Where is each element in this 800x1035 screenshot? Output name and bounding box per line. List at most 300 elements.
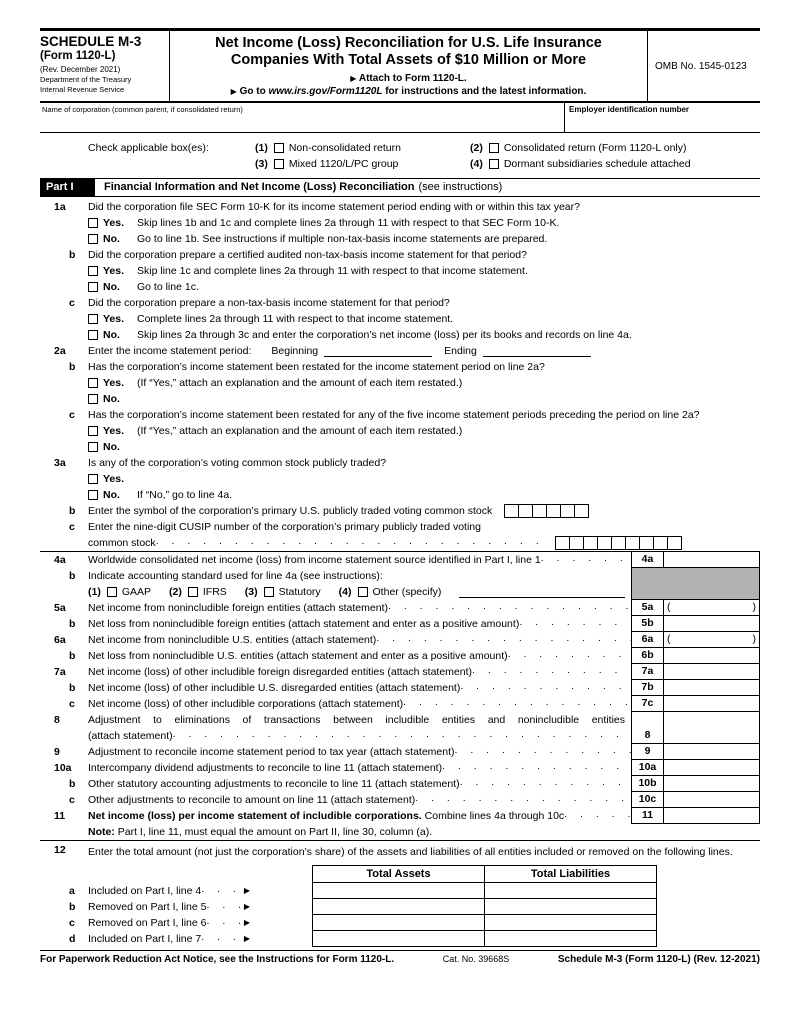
symbol-cell (532, 504, 547, 518)
amount-5b[interactable] (663, 616, 760, 632)
liabilities-12c-input[interactable] (484, 914, 657, 931)
line-number: b (69, 778, 76, 790)
option-text: Skip line 1c and complete lines 2a through 11 with respect to that income statement. (137, 265, 528, 277)
question-1a (40, 199, 760, 215)
row-label (40, 882, 312, 899)
checkbox-1a-no[interactable] (88, 234, 98, 244)
line-number: 9 (54, 746, 60, 758)
line-number: 10a (54, 762, 72, 774)
line-number: b (69, 249, 76, 261)
option-text: Skip lines 1b and 1c and complete lines 2a through 11 with respect to that SEC Form 10-K. (137, 217, 560, 229)
option-2-number: (2) (470, 142, 483, 154)
row-label (40, 930, 312, 947)
amount-6b[interactable] (663, 648, 760, 664)
cusip-cell (653, 536, 668, 550)
option-2b-no (40, 391, 760, 407)
dot-leader (472, 664, 631, 680)
checkbox-1b-no[interactable] (88, 282, 98, 292)
corporation-name-label: Name of corporation (common parent, if consolidated return) (42, 105, 243, 114)
line-8-row1 (40, 712, 631, 728)
line-5b (40, 616, 760, 632)
line-number: c (69, 297, 75, 309)
option-1a-yes (40, 215, 760, 231)
line-text: Other statutory accounting adjustments to reconcile to line 11 (attach statement) (88, 778, 460, 790)
line-4b-content (40, 568, 631, 600)
yes-label: Yes. (103, 425, 125, 437)
line-5a-box: 5a (631, 600, 663, 616)
dot-leader (201, 931, 241, 947)
checkbox-2c-no[interactable] (88, 442, 98, 452)
assets-12a-input[interactable] (312, 882, 485, 899)
form-title-block (170, 31, 648, 101)
no-label: No. (103, 441, 120, 453)
form-footer-id: Schedule M-3 (Form 1120-L) (Rev. 12-2021) (557, 954, 760, 965)
total-liabilities-header: Total Liabilities (484, 865, 657, 883)
dot-leader (442, 760, 631, 776)
checkbox-ifrs[interactable] (188, 587, 198, 597)
question-text: Has the corporation’s income statement been restated for any of the five income statement periods preceding the period on line 2a? (88, 409, 700, 421)
checkbox-dormant-subsidiaries[interactable] (489, 159, 499, 169)
question-text: Did the corporation prepare a non-tax-basis income statement for that period? (88, 297, 450, 309)
line-number: c (69, 698, 75, 710)
amount-7c[interactable] (663, 696, 760, 712)
attach-text: Attach to Form 1120-L. (358, 73, 467, 84)
amount-11[interactable] (663, 808, 760, 824)
line-number: 4a (54, 554, 66, 566)
checkbox-other[interactable] (358, 587, 368, 597)
line-number: b (69, 682, 76, 694)
amount-6a[interactable] (663, 632, 760, 648)
cusip-cell (611, 536, 626, 550)
question-text: Is any of the corporation’s voting common stock publicly traded? (88, 457, 387, 469)
symbol-cell (504, 504, 519, 518)
line-7c-box: 7c (631, 696, 663, 712)
revision-date: (Rev. December 2021) (40, 65, 121, 74)
amount-10b[interactable] (663, 776, 760, 792)
line-number: b (69, 361, 76, 373)
line-number: 2a (54, 345, 66, 357)
note-rest: Part I, line 11, must equal the amount on Part II, line 30, column (a). (114, 826, 433, 838)
question-3a (40, 455, 760, 471)
form-title (178, 35, 639, 69)
option-4-number: (4) (470, 158, 483, 170)
applicable-row-1 (88, 140, 760, 156)
row-label (40, 914, 312, 931)
symbol-cell (560, 504, 575, 518)
amount-8[interactable] (663, 712, 760, 744)
yes-label: Yes. (103, 473, 125, 485)
goto-instruction (178, 85, 639, 98)
option-label: Statutory (278, 586, 321, 598)
assets-12c-input[interactable] (312, 914, 485, 931)
dot-leader (455, 744, 631, 760)
line-text: Other adjustments to reconcile to amount on line 11 (attach statement) (88, 794, 416, 806)
checkbox-1b-yes[interactable] (88, 266, 98, 276)
option-gaap (88, 586, 151, 598)
line-number: b (69, 900, 76, 913)
option-1c-no (40, 327, 760, 343)
line-number: 8 (54, 714, 60, 726)
arrow-icon: ▶ (243, 886, 250, 895)
dot-leader (541, 552, 631, 568)
line-8 (40, 712, 760, 744)
applicable-row-2 (88, 156, 760, 172)
option-text: Go to line 1c. (137, 281, 199, 293)
option-1a-no (40, 231, 760, 247)
row-label-text: Included on Part I, line 7 (88, 932, 202, 945)
form-number: (Form 1120-L) (40, 50, 116, 62)
question-2c (40, 407, 760, 423)
line-10c (40, 792, 760, 808)
option-mixed-group (255, 158, 470, 170)
line-text: Indicate accounting standard used for line 4a (see instructions): (88, 570, 383, 582)
assets-12d-input[interactable] (312, 930, 485, 947)
part1-header (40, 178, 760, 197)
ein-label: Employer identification number (569, 105, 690, 114)
amount-7a[interactable] (663, 664, 760, 680)
line-6b (40, 648, 760, 664)
line-10c-box: 10c (631, 792, 663, 808)
checkbox-2b-yes[interactable] (88, 378, 98, 388)
line-text: Intercompany dividend adjustments to reconcile to line 11 (attach statement) (88, 762, 443, 774)
corporation-name-input[interactable] (40, 103, 564, 132)
spacer (40, 865, 312, 883)
checkbox-1c-yes[interactable] (88, 314, 98, 324)
option-1-number: (1) (255, 142, 268, 154)
part1-title-note: (see instructions) (418, 181, 503, 193)
line-number: c (69, 409, 75, 421)
line-number: 12 (54, 844, 66, 856)
question-2b (40, 359, 760, 375)
cusip-cell (569, 536, 584, 550)
line-4b-row2 (40, 584, 631, 600)
line-4b-row1 (40, 568, 631, 584)
option-1c-yes (40, 311, 760, 327)
row-label-text: Included on Part I, line 4 (88, 884, 202, 897)
stock-symbol-input[interactable] (504, 504, 589, 518)
form-title-line1: Net Income (Loss) Reconciliation for U.S. Life Insurance (215, 35, 602, 51)
name-ein-row (40, 103, 760, 133)
row-label-text: Removed on Part I, line 5 (88, 900, 207, 913)
goto-suffix: for instructions and the latest information. (382, 86, 587, 97)
option-2b-yes (40, 375, 760, 391)
checkbox-3a-no[interactable] (88, 490, 98, 500)
question-1c (40, 295, 760, 311)
checkbox-3a-yes[interactable] (88, 474, 98, 484)
question-3c-line2 (40, 535, 760, 551)
dot-leader (564, 808, 631, 824)
option-2-label: Consolidated return (Form 1120-L only) (503, 142, 687, 154)
question-3b (40, 503, 760, 519)
part1-title: Financial Information and Net Income (Loss) Reconciliation (104, 181, 415, 193)
table-row-12b (40, 898, 760, 915)
option-text: (If “Yes,” attach an explanation and the amount of each item restated.) (137, 377, 463, 389)
arrow-icon: ▶ (230, 87, 237, 96)
cusip-cell (597, 536, 612, 550)
amount-10a[interactable] (663, 760, 760, 776)
dot-leader (508, 648, 631, 664)
arrow-icon: ▶ (243, 902, 250, 911)
line-number: 7a (54, 666, 66, 678)
part1-lines (40, 551, 760, 841)
arrow-icon: ▶ (243, 934, 250, 943)
line-8-content (40, 712, 631, 744)
dot-leader (460, 680, 631, 696)
line-5b-box: 5b (631, 616, 663, 632)
line-7b-box: 7b (631, 680, 663, 696)
line-text: Worldwide consolidated net income (loss) from income statement source identified in Part I, line 1 (88, 554, 541, 566)
cusip-cell (639, 536, 654, 550)
yes-label: Yes. (103, 377, 125, 389)
option-1b-yes (40, 263, 760, 279)
no-label: No. (103, 329, 120, 341)
line-7a (40, 664, 760, 680)
assets-12b-input[interactable] (312, 898, 485, 915)
goto-prefix: Go to (239, 86, 269, 97)
line-11-bold-text: Net income (loss) per income statement of includible corporations. (88, 810, 422, 822)
line-11 (40, 808, 760, 824)
line-4b (40, 568, 760, 600)
option-text: Complete lines 2a through 11 with respect to that income statement. (137, 313, 454, 325)
option-text: If “No,” go to line 4a. (137, 489, 233, 501)
option-3-number: (3) (255, 158, 268, 170)
checkbox-non-consolidated[interactable] (274, 143, 284, 153)
assets-liabilities-table (40, 865, 760, 947)
line-6a (40, 632, 760, 648)
ein-input[interactable] (564, 103, 760, 132)
irs-url-link[interactable]: www.irs.gov/Form1120L (268, 86, 383, 97)
line-11-rest-text: Combine lines 4a through 10c (421, 810, 565, 822)
line-text: Net loss from nonincludible U.S. entities (attach statement and enter as a positive amount) (88, 650, 508, 662)
dot-leader (173, 728, 631, 744)
yes-label: Yes. (103, 217, 125, 229)
checkbox-2b-no[interactable] (88, 394, 98, 404)
line-number: 6a (54, 634, 66, 646)
line-10b (40, 776, 760, 792)
question-text: Did the corporation file SEC Form 10-K for its income statement period ending with or within this tax year? (88, 201, 580, 213)
table-row-12a (40, 882, 760, 899)
option-text: (If “Yes,” attach an explanation and the amount of each item restated.) (137, 425, 463, 437)
ending-label: Ending (444, 345, 477, 357)
line-text: Net income from nonincludible U.S. entities (attach statement) (88, 634, 377, 646)
dot-leader (376, 632, 631, 648)
checkbox-consolidated[interactable] (489, 143, 499, 153)
line-text: Net income (loss) of other includible U.S. disregarded entities (attach statement) (88, 682, 461, 694)
check-applicable-label: Check applicable box(es): (88, 142, 209, 154)
symbol-cell (518, 504, 533, 518)
dot-leader (460, 776, 631, 792)
line-4a (40, 552, 760, 568)
question-1b (40, 247, 760, 263)
symbol-cell (546, 504, 561, 518)
option-1b-no (40, 279, 760, 295)
line-11-note (40, 824, 760, 840)
no-label: No. (103, 489, 120, 501)
amount-9[interactable] (663, 744, 760, 760)
line-number: b (69, 650, 76, 662)
no-label: No. (103, 393, 120, 405)
option-non-consolidated (255, 142, 470, 154)
amount-4a[interactable] (663, 552, 760, 568)
part1-badge: Part I (40, 179, 95, 196)
paperwork-notice: For Paperwork Reduction Act Notice, see the Instructions for Form 1120-L. (40, 954, 395, 965)
liabilities-12d-input[interactable] (484, 930, 657, 947)
option-label: IFRS (202, 586, 227, 598)
line-10a (40, 760, 760, 776)
amount-5a[interactable] (663, 600, 760, 616)
line-text: Net loss from nonincludible foreign entities (attach statement and enter as a positive amount) (88, 618, 520, 630)
schedule-name: SCHEDULE M-3 (40, 34, 142, 49)
line-9 (40, 744, 760, 760)
checkbox-statutory[interactable] (264, 587, 274, 597)
line-number: b (69, 618, 76, 630)
omb-block (648, 31, 760, 101)
dot-leader (403, 696, 631, 712)
question-text: Enter the symbol of the corporation’s primary U.S. publicly traded voting common stock (88, 505, 493, 517)
option-number: (2) (169, 586, 182, 598)
line-text: (attach statement) (88, 730, 173, 742)
line-4a-box: 4a (631, 552, 663, 568)
note-bold: Note: (88, 826, 115, 838)
line-number: d (69, 932, 76, 945)
checkbox-2c-yes[interactable] (88, 426, 98, 436)
cusip-cell (667, 536, 682, 550)
line-text: Adjustment to reconcile income statement period to tax year (attach statement) (88, 746, 455, 758)
line-6b-box: 6b (631, 648, 663, 664)
other-specify-input[interactable] (459, 586, 625, 598)
option-label: GAAP (121, 586, 152, 598)
dot-leader (156, 535, 551, 551)
option-2c-yes (40, 423, 760, 439)
option-dormant-subsidiaries (470, 158, 760, 170)
line-7a-box: 7a (631, 664, 663, 680)
form-id-block (40, 31, 170, 101)
paren-close: ) (752, 601, 756, 613)
line-8-row2 (40, 728, 631, 744)
line-6a-box: 6a (631, 632, 663, 648)
service-name: Internal Revenue Service (40, 85, 125, 94)
row-label-text: Removed on Part I, line 6 (88, 916, 207, 929)
period-ending-input[interactable] (483, 345, 591, 357)
question-text: common stock (88, 537, 156, 549)
line-10a-box: 10a (631, 760, 663, 776)
symbol-cell (574, 504, 589, 518)
omb-number: OMB No. 1545-0123 (655, 60, 747, 72)
dot-leader (206, 899, 240, 915)
line-11-box: 11 (631, 808, 663, 824)
line-number: c (69, 521, 75, 533)
line-number: 3a (54, 457, 66, 469)
option-ifrs (169, 586, 227, 598)
option-3-label: Mixed 1120/L/PC group (288, 158, 399, 170)
cusip-cell (625, 536, 640, 550)
question-3c-line1 (40, 519, 760, 535)
table-header-row (40, 865, 760, 883)
shaded-cell-4b (631, 568, 760, 600)
attach-instruction (178, 72, 639, 85)
catalog-number: Cat. No. 39668S (442, 954, 510, 964)
line-number: b (69, 505, 76, 517)
checkbox-gaap[interactable] (107, 587, 117, 597)
paren-open: ( (667, 633, 671, 645)
form-title-line2: Companies With Total Assets of $10 Million or More (230, 52, 587, 68)
line-text: Net income (loss) of other includible corporations (attach statement) (88, 698, 404, 710)
amount-7b[interactable] (663, 680, 760, 696)
dot-leader (201, 883, 241, 899)
dot-leader (388, 600, 631, 616)
checkbox-1a-yes[interactable] (88, 218, 98, 228)
line-8-box: 8 (631, 712, 663, 744)
arrow-icon: ▶ (350, 74, 357, 83)
line-number: 5a (54, 602, 66, 614)
question-text: Enter the income statement period: (88, 345, 252, 357)
cusip-cell (555, 536, 570, 550)
option-3a-no (40, 487, 760, 503)
paren-close: ) (752, 633, 756, 645)
option-1-label: Non-consolidated return (288, 142, 401, 154)
row-label (40, 898, 312, 915)
no-label: No. (103, 281, 120, 293)
option-number: (1) (88, 586, 101, 598)
option-number: (4) (338, 586, 352, 598)
yes-label: Yes. (103, 265, 125, 277)
dot-leader (415, 792, 631, 808)
cusip-input[interactable] (555, 536, 682, 550)
total-assets-header: Total Assets (312, 865, 485, 883)
option-other (339, 586, 442, 598)
table-row-12c (40, 914, 760, 931)
line-5a (40, 600, 760, 616)
question-2a (40, 343, 760, 359)
option-4-label: Dormant subsidiaries schedule attached (503, 158, 691, 170)
yes-label: Yes. (103, 313, 125, 325)
period-beginning-input[interactable] (324, 345, 432, 357)
applicable-boxes-section (40, 133, 760, 178)
option-consolidated (470, 142, 760, 154)
table-row-12d (40, 930, 760, 947)
liabilities-12a-input[interactable] (484, 882, 657, 899)
liabilities-12b-input[interactable] (484, 898, 657, 915)
line-7b (40, 680, 760, 696)
dot-leader (206, 915, 240, 931)
line-number: c (69, 916, 75, 929)
arrow-icon: ▶ (243, 918, 250, 927)
line-9-box: 9 (631, 744, 663, 760)
dot-leader (519, 616, 631, 632)
amount-10c[interactable] (663, 792, 760, 808)
line-number: b (69, 570, 76, 582)
option-statutory (245, 586, 321, 598)
no-label: No. (103, 233, 120, 245)
checkbox-mixed-group[interactable] (274, 159, 284, 169)
line-text: Net income from nonincludible foreign entities (attach statement) (88, 602, 388, 614)
paren-open: ( (667, 601, 671, 613)
period-fields (259, 345, 590, 357)
cusip-cell (583, 536, 598, 550)
option-label: Other (specify) (372, 586, 442, 598)
question-text: Enter the nine-digit CUSIP number of the corporation’s primary publicly traded voting (88, 521, 481, 533)
option-2c-no (40, 439, 760, 455)
department-name: Department of the Treasury (40, 75, 132, 84)
note-text (88, 826, 432, 838)
question-text: Did the corporation prepare a certified audited non-tax-basis income statement for that period? (88, 249, 527, 261)
checkbox-1c-no[interactable] (88, 330, 98, 340)
line-number: 1a (54, 201, 66, 213)
line-12-section (40, 841, 760, 947)
option-text: Skip lines 2a through 3c and enter the corporation’s net income (loss) per its books and records on line 4a. (137, 329, 632, 341)
line-text: Enter the total amount (not just the corporation’s share) of the assets and liabilities of all entities included or removed on the following lines. (88, 846, 733, 858)
line-number: c (69, 794, 75, 806)
